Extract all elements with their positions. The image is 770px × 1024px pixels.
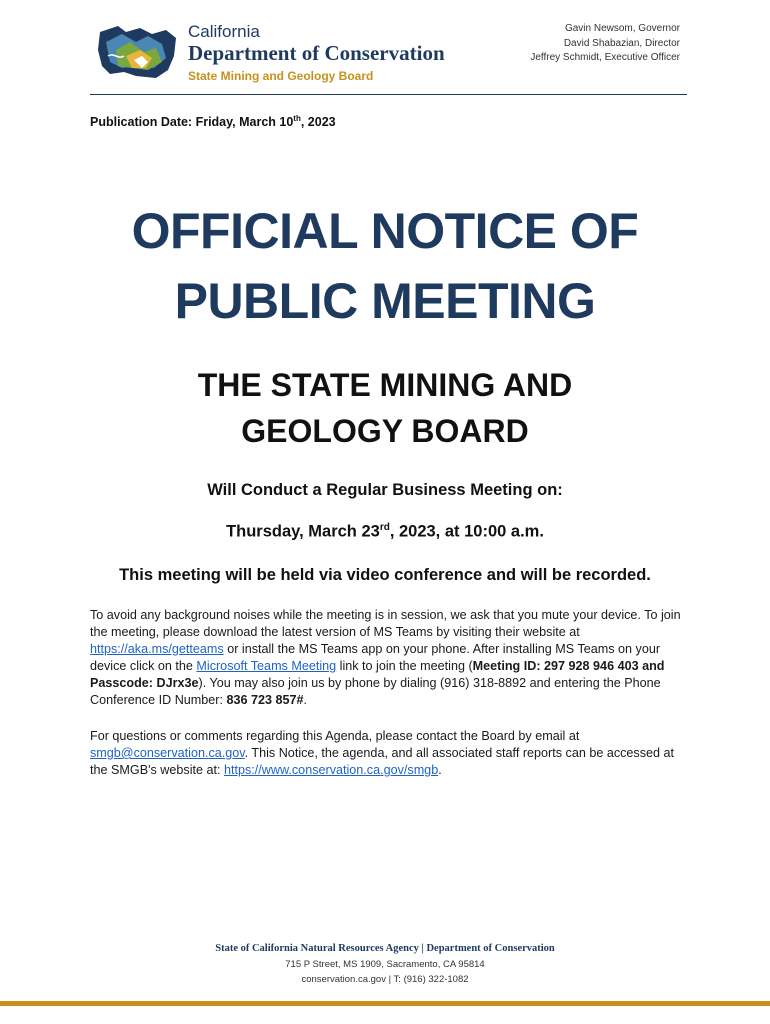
board-heading [0,362,770,454]
officials-list [530,22,680,66]
official-governor: Gavin Newsom, Governor [564,23,680,34]
meeting-id-passcode: Meeting ID: 297 928 946 403 and Passcode: DJrx3e [90,659,665,690]
footer-contact: conservation.ca.gov | T: (916) 322-1082 [301,974,469,985]
notice-title-line1: OFFICIAL NOTICE OF [131,203,639,259]
organization-name [188,22,445,84]
video-conference-notice: This meeting will be held via video conference and will be recorded. [119,566,651,584]
join-instructions-paragraph: To avoid any background noises while the meeting is in session, we ask that you mute your device. To join the meeting, please download the latest version of MS Teams by visiting their website at https://aka.ms/getteams or install the MS Teams app on your phone. After installing MS Teams on your device click on the Microsoft Teams Meeting link to join the meeting (Meeting ID: 297 928 946 403 and Passcode: DJrx3e). You may also join us by phone by dialing (916) 318-8892 and entering the Phone Conference ID Number: 836 723 857#. [90,608,681,707]
footer-address: 715 P Street, MS 1909, Sacramento, CA 95814 [285,959,485,970]
footer-divider [0,1001,770,1006]
phone-conference-id: 836 723 857# [226,693,304,707]
board-heading-line1: THE STATE MINING AND [197,367,573,403]
contact-paragraph: For questions or comments regarding this Agenda, please contact the Board by email at smgb@conservation.ca.gov. This Notice, the agenda, and all associated staff reports can be accessed at the SMGB's website at: https://www.conservation.ca.gov/smgb. [90,729,675,777]
publication-date: Publication Date: Friday, March 10th, 2023 [90,114,336,130]
org-department: Department of Conservation [188,41,445,65]
teams-meeting-link[interactable]: Microsoft Teams Meeting [196,659,337,673]
notice-title [0,196,770,336]
header-divider [90,94,687,95]
page-footer [0,941,770,987]
official-executive-officer: Jeffrey Schmidt, Executive Officer [530,52,680,63]
footer-agency: State of California Natural Resources Agency | Department of Conservation [215,943,555,954]
board-heading-line2: GEOLOGY BOARD [241,413,529,449]
smgb-website-link[interactable]: https://www.conservation.ca.gov/smgb [224,763,439,777]
meeting-datetime: Thursday, March 23rd, 2023, at 10:00 a.m. [226,522,544,541]
org-board: State Mining and Geology Board [188,69,374,83]
getteams-link[interactable]: https://aka.ms/getteams [90,642,224,656]
meeting-type: Will Conduct a Regular Business Meeting on: [207,481,563,499]
official-director: David Shabazian, Director [563,37,680,49]
email-link[interactable]: smgb@conservation.ca.gov [90,746,245,760]
department-of-conservation-logo-icon [96,22,182,80]
notice-title-line2: PUBLIC MEETING [174,273,596,329]
org-state: California [188,22,260,41]
